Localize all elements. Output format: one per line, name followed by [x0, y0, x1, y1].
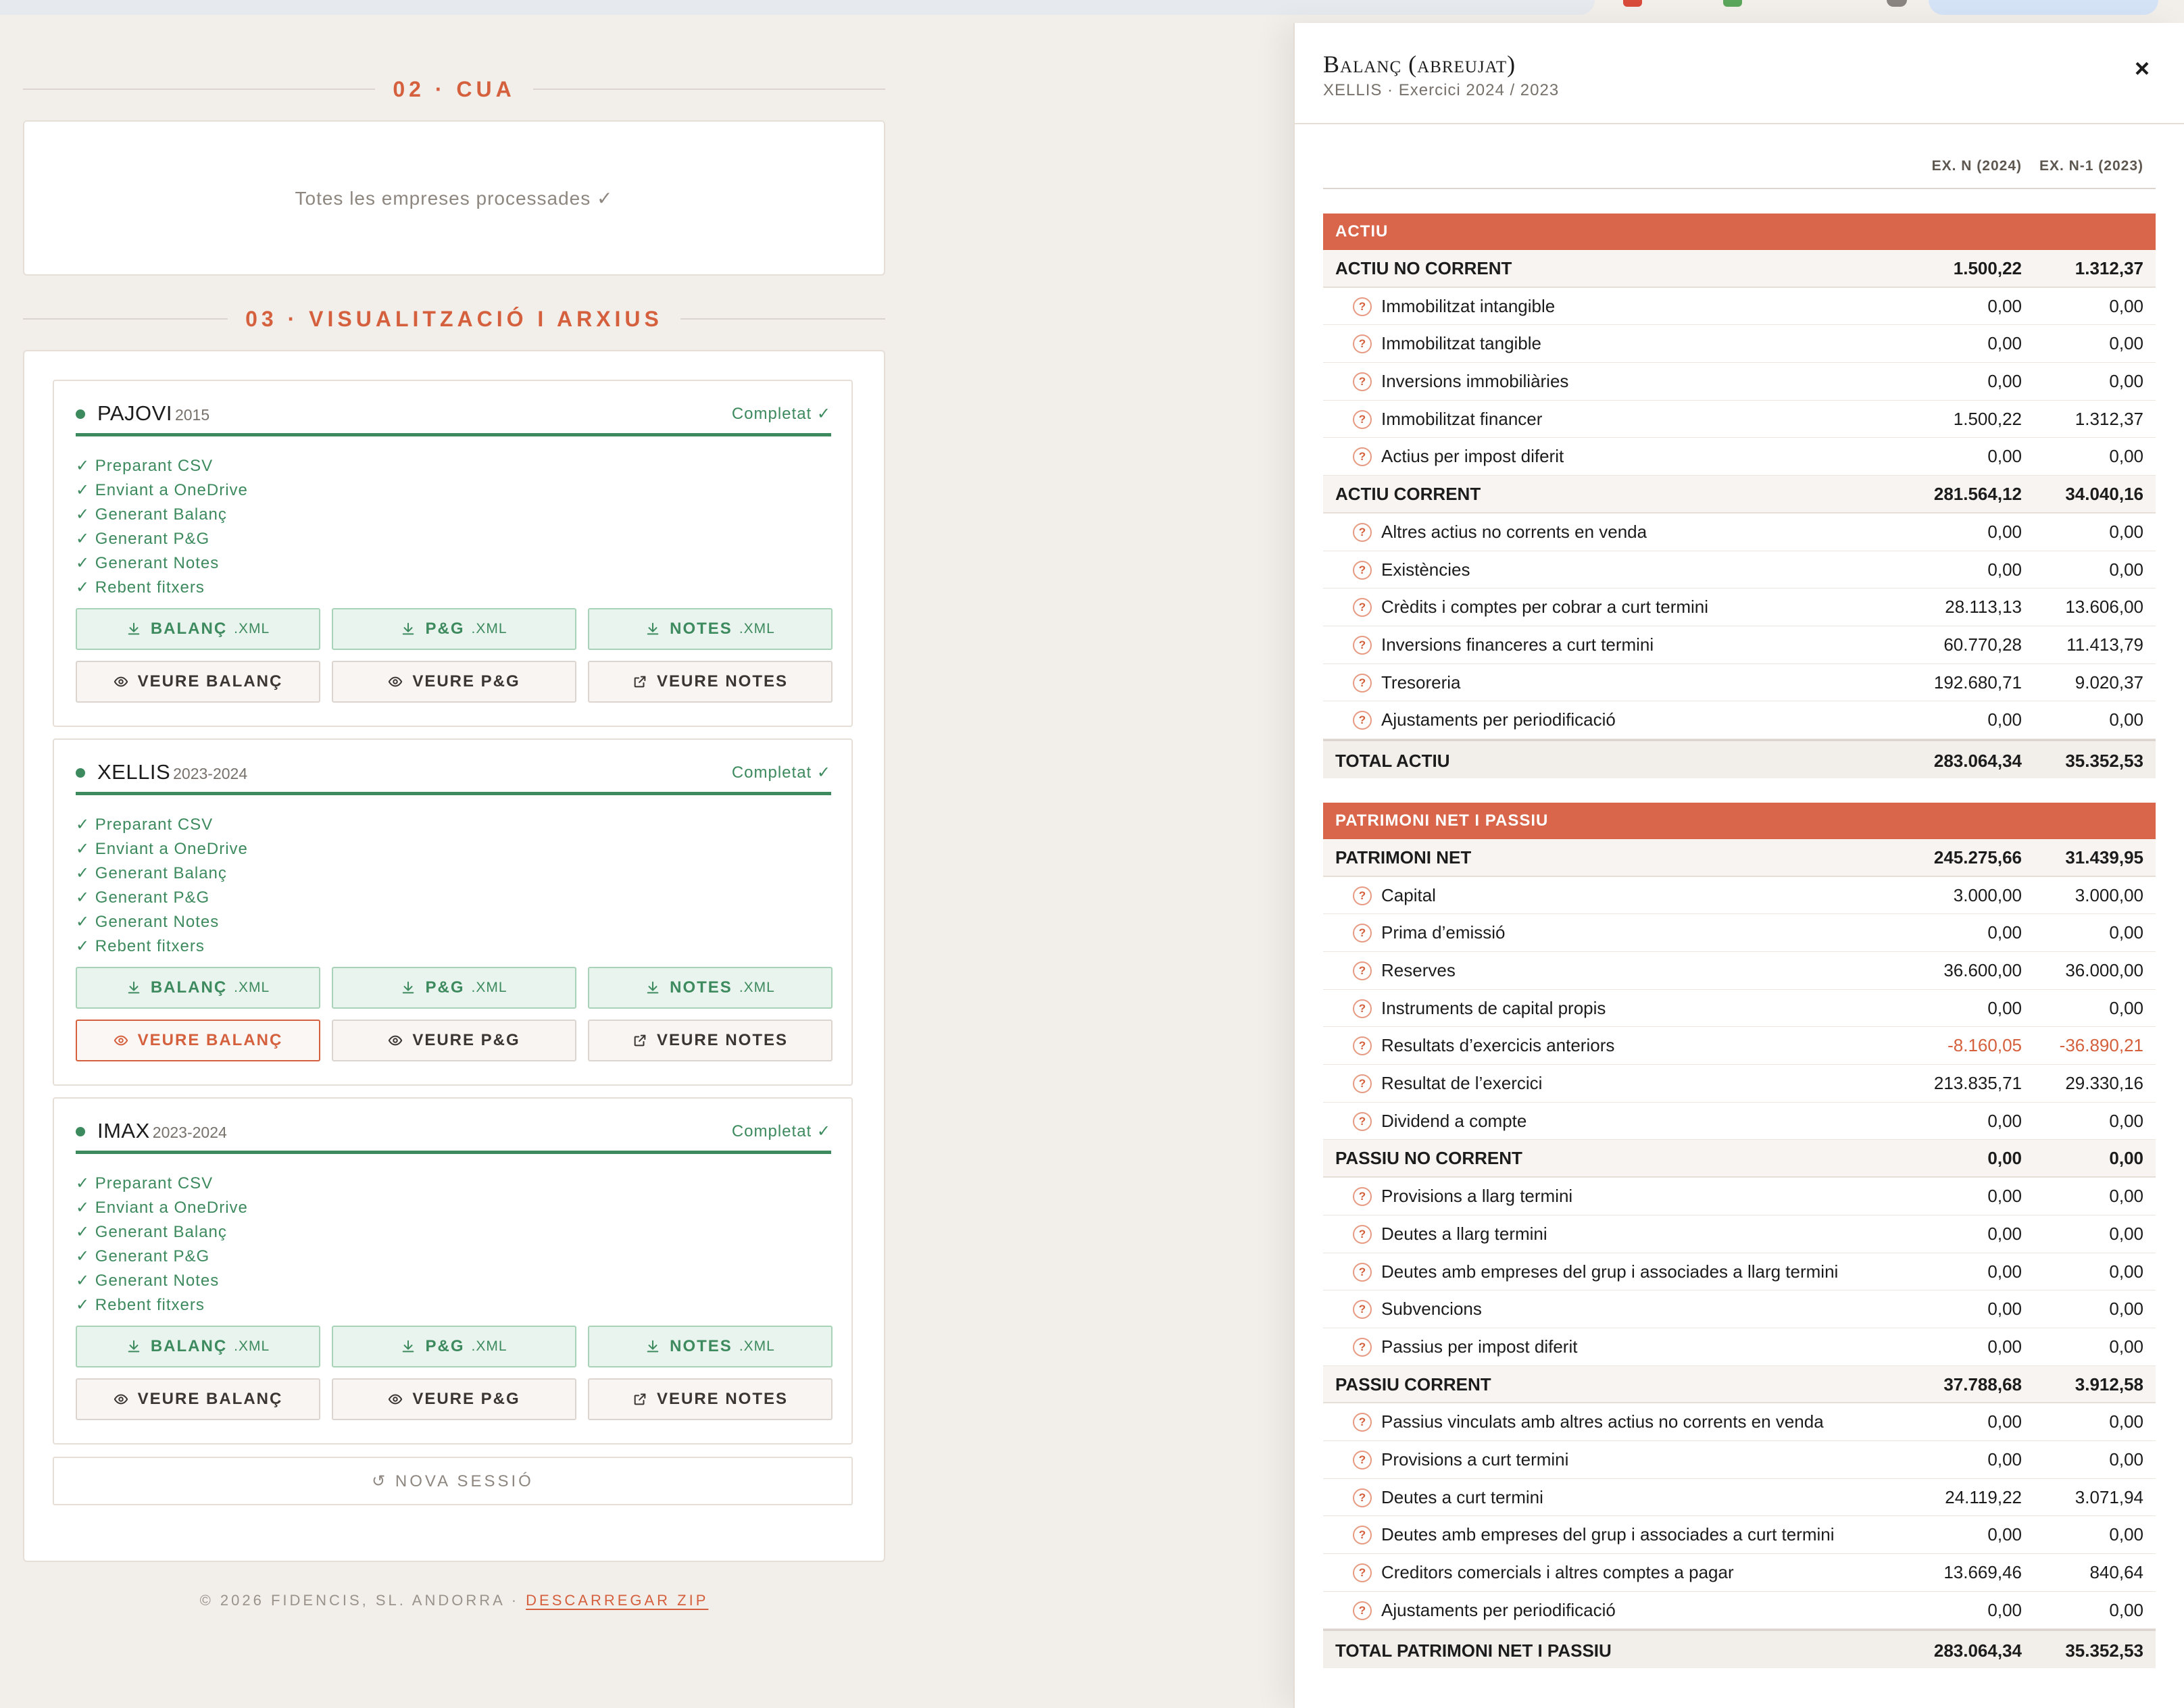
row-label: Tresoreria — [1381, 672, 1461, 693]
button-label: VEURE P&G — [412, 672, 520, 690]
queue-card — [23, 120, 885, 276]
value-current-year: 0,00 — [1987, 997, 2022, 1018]
help-icon[interactable]: ? — [1353, 886, 1372, 905]
balance-side-panel — [1293, 23, 2184, 1708]
browser-top-strip — [0, 0, 2184, 23]
help-icon[interactable]: ? — [1353, 1187, 1372, 1206]
help-icon[interactable]: ? — [1353, 561, 1372, 580]
file-extension: .XML — [739, 621, 775, 636]
step-item: ✓ Enviant a OneDrive — [76, 1199, 248, 1217]
file-extension: .XML — [234, 1338, 270, 1354]
help-icon[interactable]: ? — [1353, 334, 1372, 353]
download-zip-link[interactable]: DESCARREGAR ZIP — [526, 1592, 709, 1609]
balance-table — [1323, 158, 2156, 1668]
value-previous-year: 31.439,95 — [2065, 847, 2143, 868]
button-label: NOTES — [670, 978, 733, 997]
button-label: BALANÇ — [150, 620, 228, 638]
subtotal-row — [1323, 1140, 2156, 1178]
section-title: 03 · VISUALITZACIÓ I ARXIUS — [245, 306, 663, 331]
value-previous-year: 0,00 — [2109, 1110, 2143, 1131]
section-banner: PATRIMONI NET I PASSIU — [1323, 803, 2156, 839]
value-current-year: 0,00 — [1987, 1223, 2022, 1244]
value-previous-year: 840,64 — [2089, 1562, 2143, 1582]
balance-row — [1323, 438, 2156, 476]
value-current-year: 0,00 — [1987, 1299, 2022, 1320]
balance-row — [1323, 1403, 2156, 1441]
step-item: ✓ Generant P&G — [76, 530, 210, 548]
extension-icon[interactable] — [1623, 0, 1642, 7]
row-label: Subvencions — [1381, 1299, 1482, 1320]
balance-row — [1323, 990, 2156, 1028]
help-icon[interactable]: ? — [1353, 1413, 1372, 1432]
total-row — [1323, 739, 2156, 778]
row-label: Dividend a compte — [1381, 1110, 1527, 1131]
value-current-year: 213.835,71 — [1933, 1073, 2022, 1094]
balance-row — [1323, 1290, 2156, 1328]
value-previous-year: 0,00 — [2109, 446, 2143, 467]
help-icon[interactable]: ? — [1353, 1225, 1372, 1244]
balance-row — [1323, 626, 2156, 664]
value-current-year: 0,00 — [1987, 521, 2022, 542]
value-previous-year: 3.071,94 — [2075, 1486, 2143, 1507]
help-icon[interactable]: ? — [1353, 711, 1372, 730]
value-current-year: 283.064,34 — [1933, 750, 2022, 771]
row-label: Resultats d’exercicis anteriors — [1381, 1035, 1615, 1056]
balance-row — [1323, 1178, 2156, 1215]
value-current-year: 36.600,00 — [1943, 960, 2022, 980]
row-label: ACTIU NO CORRENT — [1335, 258, 1512, 278]
balance-row — [1323, 952, 2156, 990]
panel-subtitle: XELLIS · Exercici 2024 / 2023 — [1323, 81, 1560, 99]
help-icon[interactable]: ? — [1353, 961, 1372, 980]
step-item: ✓ Enviant a OneDrive — [76, 481, 248, 499]
button-label: BALANÇ — [150, 1337, 228, 1355]
value-previous-year: 0,00 — [2109, 1336, 2143, 1357]
balance-row — [1323, 914, 2156, 952]
value-current-year: -8.160,05 — [1947, 1035, 2022, 1056]
section-title: 02 · CUA — [393, 76, 516, 101]
value-current-year: 13.669,46 — [1943, 1562, 2022, 1582]
files-section-header — [23, 300, 885, 338]
step-item: ✓ Preparant CSV — [76, 457, 214, 475]
company-name-text: PAJOVI — [97, 401, 172, 425]
row-label: Provisions a llarg termini — [1381, 1186, 1573, 1207]
value-current-year: 0,00 — [1987, 922, 2022, 943]
value-previous-year: 0,00 — [2109, 1148, 2143, 1169]
value-previous-year: 3.000,00 — [2075, 884, 2143, 905]
value-previous-year: 0,00 — [2109, 1524, 2143, 1545]
queue-status-message: Totes les empreses processades ✓ — [295, 187, 614, 209]
value-current-year: 245.275,66 — [1933, 847, 2022, 868]
button-label: P&G — [425, 620, 465, 638]
balance-row — [1323, 1215, 2156, 1253]
value-current-year: 28.113,13 — [1945, 597, 2022, 618]
button-label: VEURE BALANÇ — [137, 1031, 283, 1049]
spacer — [1323, 189, 2156, 214]
help-icon[interactable]: ? — [1353, 674, 1372, 693]
help-icon[interactable]: ? — [1353, 1488, 1372, 1507]
subtotal-row — [1323, 1366, 2156, 1404]
footer-copyright: © 2026 FIDENCIS, SL. ANDORRA · — [199, 1592, 526, 1609]
step-item: ✓ Generant Notes — [76, 1272, 220, 1290]
value-previous-year: 0,00 — [2109, 922, 2143, 943]
row-label: Immobilitzat intangible — [1381, 295, 1556, 316]
row-label: Altres actius no corrents en venda — [1381, 521, 1647, 542]
value-current-year: 0,00 — [1987, 559, 2022, 580]
row-label: PASSIU NO CORRENT — [1335, 1148, 1522, 1169]
row-label: Immobilitzat tangible — [1381, 333, 1541, 354]
balance-row — [1323, 401, 2156, 438]
value-current-year: 0,00 — [1987, 1186, 2022, 1207]
balance-row — [1323, 1479, 2156, 1517]
value-previous-year: 0,00 — [2109, 1223, 2143, 1244]
balance-row — [1323, 1253, 2156, 1291]
row-label: Immobilitzat financer — [1381, 408, 1543, 429]
value-previous-year: 36.000,00 — [2065, 960, 2143, 980]
help-icon[interactable]: ? — [1353, 1451, 1372, 1470]
help-icon[interactable]: ? — [1353, 1036, 1372, 1055]
section-banner: ACTIU — [1323, 214, 2156, 250]
file-extension: .XML — [471, 980, 507, 995]
step-item: ✓ Generant Balanç — [76, 505, 227, 524]
balance-row — [1323, 513, 2156, 551]
value-current-year: 0,00 — [1987, 1110, 2022, 1131]
column-header-current-year: EX. N (2024) — [1931, 158, 2022, 174]
step-item: ✓ Rebent fitxers — [76, 578, 205, 597]
button-label: VEURE NOTES — [656, 1031, 789, 1049]
subtotal-row — [1323, 476, 2156, 513]
divider — [680, 318, 885, 320]
help-icon[interactable]: ? — [1353, 1563, 1372, 1582]
column-headers — [1323, 158, 2156, 189]
button-label: VEURE NOTES — [656, 1390, 789, 1408]
row-label: Ajustaments per periodificació — [1381, 1599, 1616, 1620]
help-icon[interactable]: ? — [1353, 1338, 1372, 1357]
close-icon[interactable]: × — [2134, 54, 2150, 83]
value-previous-year: 1.312,37 — [2075, 408, 2143, 429]
balance-row — [1323, 664, 2156, 702]
help-icon[interactable]: ? — [1353, 1526, 1372, 1544]
button-label: VEURE BALANÇ — [137, 672, 283, 690]
value-current-year: 0,00 — [1987, 295, 2022, 316]
help-icon[interactable]: ? — [1353, 1300, 1372, 1319]
value-previous-year: 0,00 — [2109, 709, 2143, 730]
value-current-year: 60.770,28 — [1943, 634, 2022, 655]
value-current-year: 3.000,00 — [1953, 884, 2022, 905]
step-item: ✓ Enviant a OneDrive — [76, 840, 248, 858]
value-current-year: 283.064,34 — [1933, 1640, 2022, 1661]
button-label: VEURE P&G — [412, 1390, 520, 1408]
balance-row — [1323, 1441, 2156, 1479]
balance-row — [1323, 1554, 2156, 1592]
completion-status: Completat ✓ — [731, 405, 831, 423]
value-previous-year: 0,00 — [2109, 333, 2143, 354]
button-label: BALANÇ — [150, 978, 228, 997]
value-previous-year: 3.912,58 — [2075, 1374, 2143, 1395]
step-item: ✓ Generant Notes — [76, 554, 220, 572]
panel-header — [1295, 23, 2184, 124]
step-item: ✓ Generant Notes — [76, 913, 220, 931]
company-name-text: IMAX — [97, 1119, 150, 1142]
row-label: Crèdits i comptes per cobrar a curt termini — [1381, 597, 1709, 618]
row-label: TOTAL ACTIU — [1335, 750, 1450, 771]
balance-row — [1323, 288, 2156, 326]
help-icon[interactable]: ? — [1353, 924, 1372, 943]
help-icon[interactable]: ? — [1353, 1112, 1372, 1131]
button-label: NOTES — [670, 1337, 733, 1355]
value-current-year: 1.500,22 — [1953, 258, 2022, 278]
row-label: Instruments de capital propis — [1381, 997, 1606, 1018]
column-header-previous-year: EX. N-1 (2023) — [2039, 158, 2143, 174]
value-current-year: 0,00 — [1987, 371, 2022, 392]
value-previous-year: 0,00 — [2109, 1261, 2143, 1282]
step-item: ✓ Preparant CSV — [76, 1174, 214, 1192]
row-label: Prima d’emissió — [1381, 922, 1506, 943]
file-extension: .XML — [234, 621, 270, 636]
spacer — [1323, 778, 2156, 803]
completion-status: Completat ✓ — [731, 763, 831, 782]
step-item: ✓ Rebent fitxers — [76, 937, 205, 955]
file-extension: .XML — [739, 1338, 775, 1354]
file-extension: .XML — [471, 621, 507, 636]
value-current-year: 192.680,71 — [1933, 672, 2022, 693]
button-label: VEURE P&G — [412, 1031, 520, 1049]
profile-avatar-icon[interactable] — [1887, 0, 1907, 7]
company-name-text: XELLIS — [97, 760, 171, 784]
help-icon[interactable]: ? — [1353, 598, 1372, 617]
help-icon[interactable]: ? — [1353, 636, 1372, 655]
value-current-year: 0,00 — [1987, 1336, 2022, 1357]
help-icon[interactable]: ? — [1353, 447, 1372, 466]
step-item: ✓ Generant P&G — [76, 1247, 210, 1265]
row-label: Existències — [1381, 559, 1470, 580]
button-label: P&G — [425, 978, 465, 997]
subtotal-row — [1323, 250, 2156, 288]
queue-section-header — [23, 70, 885, 108]
row-label: Resultat de l’exercici — [1381, 1073, 1543, 1094]
value-current-year: 24.119,22 — [1945, 1486, 2022, 1507]
balance-row — [1323, 1592, 2156, 1630]
divider — [23, 89, 375, 90]
value-previous-year: 0,00 — [2109, 371, 2143, 392]
row-label: Reserves — [1381, 960, 1456, 980]
value-current-year: 281.564,12 — [1933, 484, 2022, 505]
address-bar[interactable] — [0, 0, 1595, 15]
step-item: ✓ Rebent fitxers — [76, 1296, 205, 1314]
divider — [533, 89, 885, 90]
button-label: VEURE BALANÇ — [137, 1390, 283, 1408]
value-previous-year: 9.020,37 — [2075, 672, 2143, 693]
balance-row — [1323, 1027, 2156, 1065]
value-previous-year: 0,00 — [2109, 295, 2143, 316]
value-current-year: 0,00 — [1987, 1599, 2022, 1620]
balance-row — [1323, 551, 2156, 589]
panel-title: Balanç (abreujat) — [1323, 51, 1516, 78]
button-label: VEURE NOTES — [656, 672, 789, 690]
value-previous-year: 0,00 — [2109, 1449, 2143, 1470]
value-previous-year: 1.312,37 — [2075, 258, 2143, 278]
row-label: Creditors comercials i altres comptes a pagar — [1381, 1562, 1734, 1582]
value-previous-year: 0,00 — [2109, 1411, 2143, 1432]
file-extension: .XML — [739, 980, 775, 995]
value-previous-year: 0,00 — [2109, 1599, 2143, 1620]
row-label: Deutes a curt termini — [1381, 1486, 1543, 1507]
value-previous-year: 0,00 — [2109, 521, 2143, 542]
balance-row — [1323, 1103, 2156, 1140]
value-previous-year: 0,00 — [2109, 1299, 2143, 1320]
help-icon[interactable]: ? — [1353, 1601, 1372, 1620]
row-label: Inversions financeres a curt termini — [1381, 634, 1654, 655]
balance-row — [1323, 1516, 2156, 1554]
company-year: 2023-2024 — [173, 765, 248, 782]
balance-row — [1323, 588, 2156, 626]
row-label: Capital — [1381, 884, 1436, 905]
company-year: 2015 — [174, 406, 210, 424]
value-previous-year: 35.352,53 — [2065, 750, 2143, 771]
help-icon[interactable]: ? — [1353, 523, 1372, 542]
help-icon[interactable]: ? — [1353, 410, 1372, 429]
value-previous-year: 35.352,53 — [2065, 1640, 2143, 1661]
value-previous-year: -36.890,21 — [2059, 1035, 2143, 1056]
completion-status: Completat ✓ — [731, 1122, 831, 1140]
step-item: ✓ Preparant CSV — [76, 815, 214, 834]
value-current-year: 1.500,22 — [1953, 408, 2022, 429]
value-current-year: 0,00 — [1987, 1449, 2022, 1470]
button-label: NOTES — [670, 620, 733, 638]
value-current-year: 0,00 — [1987, 1148, 2022, 1169]
step-item: ✓ Generant Balanç — [76, 1223, 227, 1241]
file-extension: .XML — [234, 980, 270, 995]
balance-row — [1323, 701, 2156, 739]
value-previous-year: 34.040,16 — [2065, 484, 2143, 505]
help-icon[interactable]: ? — [1353, 1074, 1372, 1093]
total-row — [1323, 1629, 2156, 1668]
value-current-year: 0,00 — [1987, 1411, 2022, 1432]
value-previous-year: 11.413,79 — [2066, 634, 2143, 655]
row-label: Passius vinculats amb altres actius no corrents en venda — [1381, 1411, 1824, 1432]
row-label: PASSIU CORRENT — [1335, 1374, 1491, 1395]
row-label: Ajustaments per periodificació — [1381, 709, 1616, 730]
company-year: 2023-2024 — [152, 1124, 227, 1141]
step-item: ✓ Generant Balanç — [76, 864, 227, 882]
balance-row — [1323, 877, 2156, 915]
help-icon[interactable]: ? — [1353, 999, 1372, 1018]
value-previous-year: 13.606,00 — [2065, 597, 2143, 618]
footer — [23, 1592, 885, 1609]
row-label: Deutes amb empreses del grup i associades a curt termini — [1381, 1524, 1835, 1545]
help-icon[interactable]: ? — [1353, 372, 1372, 391]
value-current-year: 37.788,68 — [1943, 1374, 2022, 1395]
button-label: P&G — [425, 1337, 465, 1355]
row-label: Deutes a llarg termini — [1381, 1223, 1547, 1244]
extension-icon[interactable] — [1723, 0, 1742, 7]
row-label: Deutes amb empreses del grup i associades a llarg termini — [1381, 1261, 1839, 1282]
row-label: Actius per impost diferit — [1381, 446, 1564, 467]
value-previous-year: 0,00 — [2109, 1186, 2143, 1207]
value-current-year: 0,00 — [1987, 333, 2022, 354]
row-label: TOTAL PATRIMONI NET I PASSIU — [1335, 1640, 1612, 1661]
value-current-year: 0,00 — [1987, 709, 2022, 730]
row-label: Inversions immobiliàries — [1381, 371, 1569, 392]
value-current-year: 0,00 — [1987, 1261, 2022, 1282]
value-previous-year: 29.330,16 — [2065, 1073, 2143, 1094]
balance-row — [1323, 363, 2156, 401]
step-item: ✓ Generant P&G — [76, 888, 210, 907]
row-label: PATRIMONI NET — [1335, 847, 1472, 868]
balance-row — [1323, 1065, 2156, 1103]
new-session-button[interactable]: ↺ NOVA SESSIÓ — [53, 1457, 853, 1505]
row-label: ACTIU CORRENT — [1335, 484, 1481, 505]
help-icon[interactable]: ? — [1353, 297, 1372, 316]
value-current-year: 0,00 — [1987, 1524, 2022, 1545]
value-previous-year: 0,00 — [2109, 997, 2143, 1018]
row-label: Passius per impost diferit — [1381, 1336, 1578, 1357]
subtotal-row — [1323, 839, 2156, 877]
value-current-year: 0,00 — [1987, 446, 2022, 467]
divider — [23, 318, 228, 320]
balance-row — [1323, 325, 2156, 363]
browser-action-button[interactable] — [1929, 0, 2158, 15]
file-extension: .XML — [471, 1338, 507, 1354]
value-previous-year: 0,00 — [2109, 559, 2143, 580]
balance-row — [1323, 1328, 2156, 1366]
help-icon[interactable]: ? — [1353, 1263, 1372, 1282]
row-label: Provisions a curt termini — [1381, 1449, 1569, 1470]
